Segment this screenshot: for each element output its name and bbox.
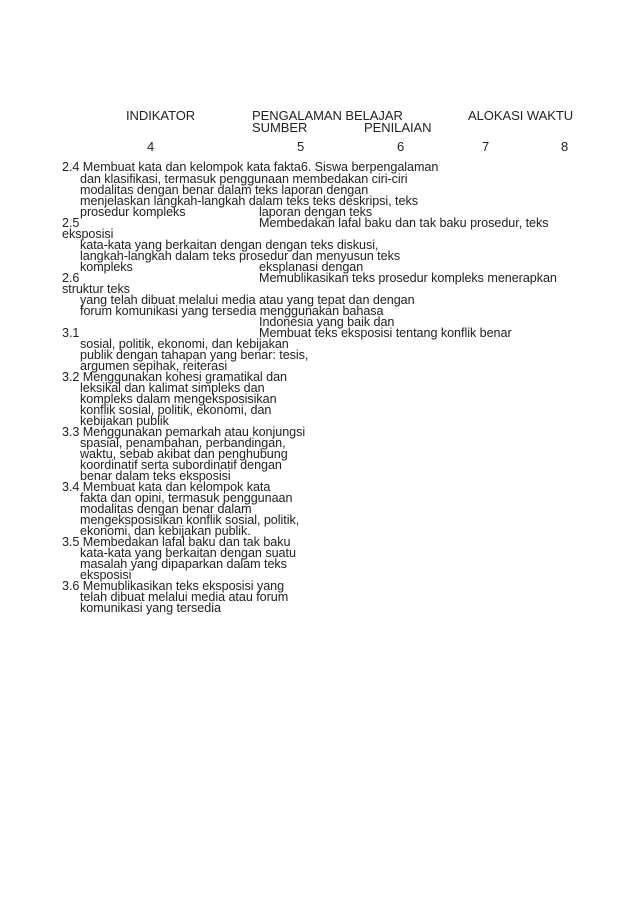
text-line: 3.1 bbox=[62, 326, 80, 340]
column-number: 8 bbox=[561, 139, 569, 154]
text-line: koordinatif serta subordinatif dengan bbox=[80, 458, 282, 472]
text-line: masalah yang dipaparkan dalam teks bbox=[80, 557, 287, 571]
text-line: 3.4 Membuat kata dan kelompok kata bbox=[62, 480, 271, 494]
header-sumber: SUMBER bbox=[252, 120, 308, 135]
text-line: 3.3 Menggunakan pemarkah atau konjungsi bbox=[62, 425, 306, 439]
text-line: struktur teks bbox=[62, 282, 130, 296]
text-line: 2.5 bbox=[62, 216, 80, 230]
text-line: laporan dengan teks bbox=[259, 205, 373, 219]
text-line: fakta dan opini, termasuk penggunaan bbox=[80, 491, 293, 505]
text-line: kompleks dalam mengeksposisikan bbox=[80, 392, 277, 406]
text-line: benar dalam teks eksposisi bbox=[80, 469, 231, 483]
text-line: forum komunikasi yang tersedia menggunakan bahasa bbox=[80, 304, 384, 318]
column-number: 4 bbox=[147, 139, 155, 154]
header-pengalaman-belajar: PENGALAMAN BELAJAR bbox=[252, 108, 403, 123]
text-line: eksplanasi dengan bbox=[259, 260, 364, 274]
text-line: kata-kata yang berkaitan dengan suatu bbox=[80, 546, 296, 560]
text-line: sosial, politik, ekonomi, dan kebijakan bbox=[80, 337, 289, 351]
column-number: 7 bbox=[482, 139, 490, 154]
column-number: 6 bbox=[397, 139, 405, 154]
header-alokasi-waktu: ALOKASI WAKTU bbox=[468, 108, 574, 123]
text-line: Membedakan lafal baku dan tak baku prosedur, teks bbox=[259, 216, 549, 230]
text-line: yang telah dibuat melalui media atau yang tepat dan dengan bbox=[80, 293, 415, 307]
text-line: 3.5 Membedakan lafal baku dan tak baku bbox=[62, 535, 291, 549]
text-line: publik dengan tahapan yang benar: tesis, bbox=[80, 348, 309, 362]
text-line: kata-kata yang berkaitan dengan dengan teks diskusi, bbox=[80, 238, 379, 252]
header-indikator: INDIKATOR bbox=[126, 108, 196, 123]
text-line: Membuat teks eksposisi tentang konflik benar bbox=[259, 326, 512, 340]
text-line: eksposisi bbox=[80, 568, 132, 582]
text-line: mengeksposisikan konflik sosial, politik, bbox=[80, 513, 300, 527]
text-line: kebijakan publik bbox=[80, 414, 169, 428]
text-line: 3.2 Menggunakan kohesi gramatikal dan bbox=[62, 370, 287, 384]
text-line: 2.6 bbox=[62, 271, 80, 285]
text-line: langkah-langkah dalam teks prosedur dan menyusun teks bbox=[80, 249, 401, 263]
text-line: Indonesia yang baik dan bbox=[259, 315, 395, 329]
text-line: eksposisi bbox=[62, 227, 114, 241]
text-line: kompleks bbox=[80, 260, 133, 274]
text-line: waktu, sebab akibat dan penghubung bbox=[80, 447, 288, 461]
text-line: menjelaskan langkah-langkah dalam teks teks deskripsi, teks bbox=[80, 194, 418, 208]
text-line: telah dibuat melalui media atau forum bbox=[80, 590, 289, 604]
text-line: prosedur kompleks bbox=[80, 205, 186, 219]
text-line: spasial, penambahan, perbandingan, bbox=[80, 436, 286, 450]
text-line: komunikasi yang tersedia bbox=[80, 601, 221, 615]
text-line: 3.6 Memublikasikan teks eksposisi yang bbox=[62, 579, 285, 593]
column-number: 5 bbox=[297, 139, 305, 154]
text-line: 2.4 Membuat kata dan kelompok kata fakta6. Siswa berpengalaman bbox=[62, 160, 439, 174]
text-line: leksikal dan kalimat simpleks dan bbox=[80, 381, 265, 395]
text-line: modalitas dengan benar dalam teks laporan dengan bbox=[80, 183, 369, 197]
text-line: konflik sosial, politik, ekonomi, dan bbox=[80, 403, 272, 417]
text-line: ekonomi, dan kebijakan publik. bbox=[80, 524, 251, 538]
text-line: dan klasifikasi, termasuk penggunaan membedakan ciri-ciri bbox=[80, 172, 408, 186]
text-line: argumen sepihak, reiterasi bbox=[80, 359, 228, 373]
text-line: modalitas dengan benar dalam bbox=[80, 502, 252, 516]
text-line: Memublikasikan teks prosedur kompleks menerapkan bbox=[259, 271, 557, 285]
header-penilaian: PENILAIAN bbox=[364, 120, 432, 135]
